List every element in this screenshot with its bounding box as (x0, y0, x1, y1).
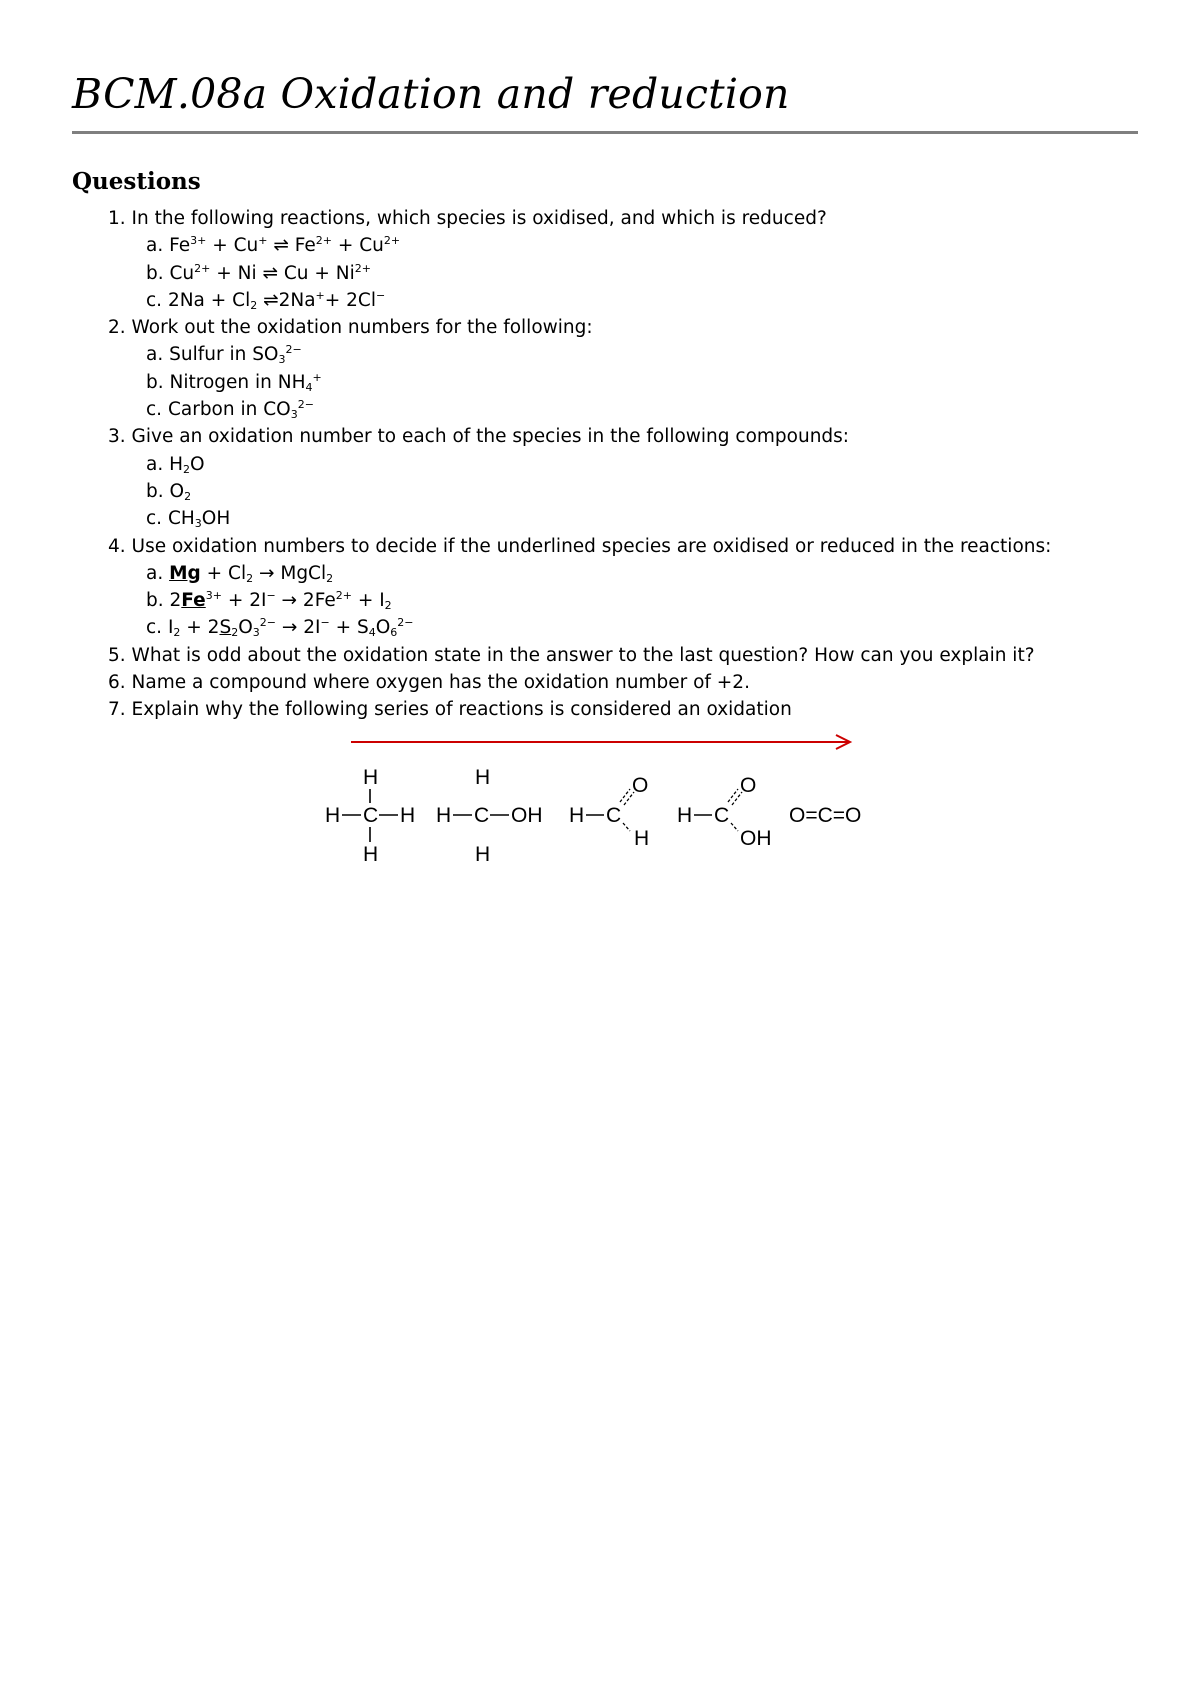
question-4 (0, 533, 1051, 560)
item-letter: c. (146, 508, 163, 530)
question-number: 7. (108, 699, 126, 721)
svg-text:O: O (632, 774, 649, 797)
question-text: What is odd about the oxidation state in the answer to the last question? How can you explain it? (131, 644, 1035, 666)
question-list (0, 205, 1051, 724)
item-letter: a. (146, 562, 164, 584)
question-text: Use oxidation numbers to decide if the underlined species are oxidised or reduced in the reactions: (131, 535, 1052, 557)
title-rule (72, 131, 1138, 134)
svg-text:H: H (363, 766, 379, 789)
item-letter: b. (146, 590, 164, 612)
question-number: 4. (108, 535, 126, 557)
methanal-structure (569, 774, 649, 850)
item-letter: b. (146, 262, 164, 284)
item-letter: b. (146, 480, 164, 502)
oxidation-arrow (351, 735, 850, 749)
q2-item-b: b. Nitrogen in $NH_4^+$ (146, 370, 322, 394)
item-letter: a. (146, 344, 164, 366)
svg-text:O: O (740, 774, 757, 797)
item-letter: b. (146, 371, 164, 393)
methanol-structure (436, 766, 543, 866)
svg-text:H: H (325, 804, 341, 827)
svg-text:O=C=O: O=C=O (789, 804, 862, 827)
question-5 (0, 642, 1051, 669)
q3-item-c: c. $CH_3OH$ (146, 508, 231, 531)
q1-item-a: a. $Fe^{3+} + Cu^+$ ⇌ $Fe^{2+} + Cu^{2+}$ (146, 234, 401, 257)
page-title: BCM.08a Oxidation and reduction (72, 70, 790, 118)
item-letter: c. (146, 399, 163, 421)
underlined-species: Mg (169, 562, 201, 584)
q4-item-a: a. $Mg + Cl_2$ → MgCl$_2$ (146, 562, 334, 585)
methanoic-acid-structure (677, 774, 772, 850)
svg-text:C: C (474, 804, 490, 827)
svg-text:H: H (475, 843, 491, 866)
svg-text:C: C (606, 804, 622, 827)
item-letter: a. (146, 235, 164, 257)
q4-item-b: b. $2Fe^{3+} + 2I^- \to 2Fe^{2+} + I_2$ (146, 589, 392, 613)
question-number: 3. (108, 426, 126, 448)
question-1 (0, 205, 1051, 232)
question-number: 5. (108, 644, 126, 666)
section-heading: Questions (72, 168, 201, 195)
svg-text:H: H (400, 804, 416, 827)
question-number: 1. (108, 208, 126, 229)
question-text: In the following reactions, which species is oxidised, and which is reduced? (131, 208, 827, 229)
question-text: Give an oxidation number to each of the species in the following compounds: (131, 426, 850, 448)
question-6 (0, 669, 1051, 696)
question-3 (0, 423, 1051, 450)
svg-text:H: H (436, 804, 452, 827)
question-number: 6. (108, 672, 126, 694)
svg-text:H: H (363, 843, 379, 866)
svg-text:C: C (363, 804, 379, 827)
svg-text:OH: OH (740, 827, 772, 850)
question-number: 2. (108, 317, 126, 339)
question-text: Work out the oxidation numbers for the following: (131, 317, 593, 339)
q3-item-b: b. $O_2$ (146, 480, 192, 503)
svg-text:H: H (569, 804, 585, 827)
q1-item-c: c. $2Na + Cl_2$ ⇌2Na++ 2Cl− (146, 288, 386, 312)
methane-structure (325, 766, 415, 866)
underlined-species: Fe (181, 590, 206, 612)
item-letter: c. (146, 617, 163, 639)
q3-item-a: a. $H_2O$ (146, 453, 205, 476)
question-7 (0, 696, 1051, 723)
item-letter: c. (146, 289, 163, 311)
oxidation-series-figure (0, 725, 1200, 885)
svg-text:H: H (475, 766, 491, 789)
underlined-species: $S_2$ (219, 617, 239, 640)
carbon-dioxide-structure (789, 804, 861, 827)
question-2 (0, 314, 1051, 341)
q1-item-b: b. $Cu^{2+} + Ni$ ⇌ $Cu + Ni^{2+}$ (146, 261, 371, 284)
svg-text:OH: OH (511, 804, 543, 827)
q2-item-a: a. Sulfur in $SO_3^{2-}$ (146, 343, 302, 367)
item-letter: a. (146, 453, 164, 475)
svg-text:H: H (634, 827, 650, 850)
q2-item-c: c. Carbon in $CO_3^{2-}$ (146, 398, 314, 422)
question-text: Name a compound where oxygen has the oxidation number of +2. (131, 672, 750, 694)
question-text: Explain why the following series of reactions is considered an oxidation (131, 699, 792, 721)
svg-text:H: H (677, 804, 693, 827)
q4-item-c: c. $I_2 + 2S_2O_3^{2-} \to 2I^- + S_4O_6^{2-}$ (146, 616, 414, 640)
svg-text:C: C (714, 804, 730, 827)
